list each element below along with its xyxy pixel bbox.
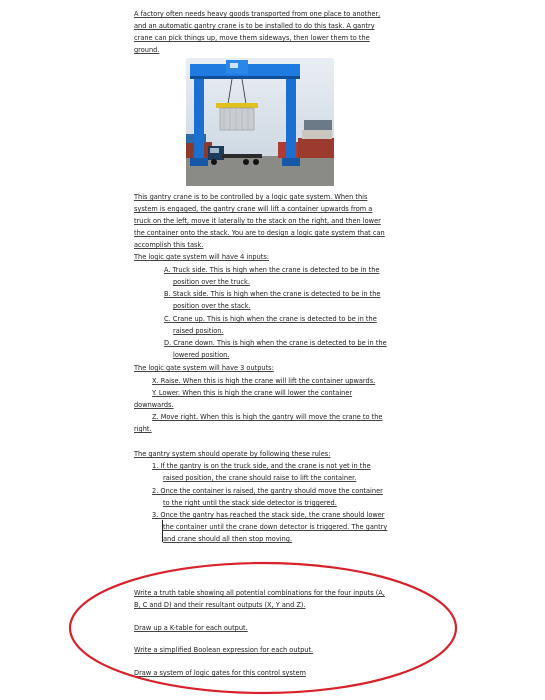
input-d: D. Crane down. This is high when the crane is detected to be in the [164, 339, 387, 347]
input-b: B. Stack side. This is high when the crane is detected to be in the [164, 290, 381, 298]
input-c-cont: raised position. [173, 327, 224, 335]
intro-line-1: A factory often needs heavy goods transported from one place to another, [134, 10, 381, 18]
input-a: A. Truck side. This is high when the crane is detected to be in the [164, 266, 380, 274]
intro-line-2: and an automatic gantry crane is to be installed to do this task. A gantry [134, 22, 375, 30]
para2-line-2: system is engaged, the gantry crane will lift a container upwards from a [134, 205, 373, 213]
para2-line-3: truck on the left, move it laterally to the stack on the right, and then lower [134, 217, 381, 225]
task-1-cont: B, C and D) and their resultant outputs (X, Y and Z). [134, 601, 306, 609]
output-z-cont: right. [134, 425, 152, 433]
rule-3-cont: the container until the crane down detector is triggered. The gantry [163, 523, 388, 531]
output-y-cont: downwards. [134, 401, 174, 409]
rule-3: 3. Once the gantry has reached the stack side, the crane should lower [152, 511, 385, 519]
para2-line-4: the container onto the stack. You are to design a logic gate system that can [134, 229, 385, 237]
para2-line-1: This gantry crane is to be controlled by a logic gate system. When this [134, 193, 368, 201]
rule-1: 1. If the gantry is on the truck side, and the crane is not yet in the [152, 462, 371, 470]
input-b-cont: position over the stack. [173, 302, 251, 310]
intro-line-3: crane can pick things up, move them sideways, then lower them to the [134, 34, 370, 42]
outputs-heading: The logic gate system will have 3 outputs: [134, 364, 274, 372]
output-x: X. Raise. When this is high the crane will lift the container upwards. [152, 377, 376, 385]
rule-2-cont: to the right until the stack side detector is triggered. [163, 499, 337, 507]
task-4: Draw a system of logic gates for this control system [134, 669, 306, 677]
input-a-cont: position over the truck. [173, 278, 250, 286]
task-1: Write a truth table showing all potential combinations for the four inputs (A, [134, 589, 385, 597]
rule-1-cont: raised position, the crane should raise to lift the container. [163, 474, 357, 482]
text-cursor [162, 520, 163, 542]
rule-2: 2. Once the container is raised, the gantry should move the container [152, 487, 383, 495]
inputs-heading: The logic gate system will have 4 inputs: [134, 253, 270, 261]
gantry-crane-photo [186, 58, 334, 186]
task-2: Draw up a K-table for each output. [134, 624, 248, 632]
intro-line-4: ground. [134, 46, 160, 54]
rule-3-cont-2: and crane should all then stop moving. [163, 535, 293, 543]
input-c: C. Crane up. This is high when the crane is detected to be in the [164, 315, 377, 323]
rules-heading: The gantry system should operate by following these rules: [134, 450, 331, 458]
output-y: Y. Lower. When this is high the crane will lower the container [152, 389, 353, 397]
task-3: Write a simplified Boolean expression for each output. [134, 646, 314, 654]
para2-line-5: accomplish this task. [134, 241, 204, 249]
output-z: Z. Move right. When this is high the gantry will move the crane to the [152, 413, 383, 421]
input-d-cont: lowered position. [173, 351, 230, 359]
